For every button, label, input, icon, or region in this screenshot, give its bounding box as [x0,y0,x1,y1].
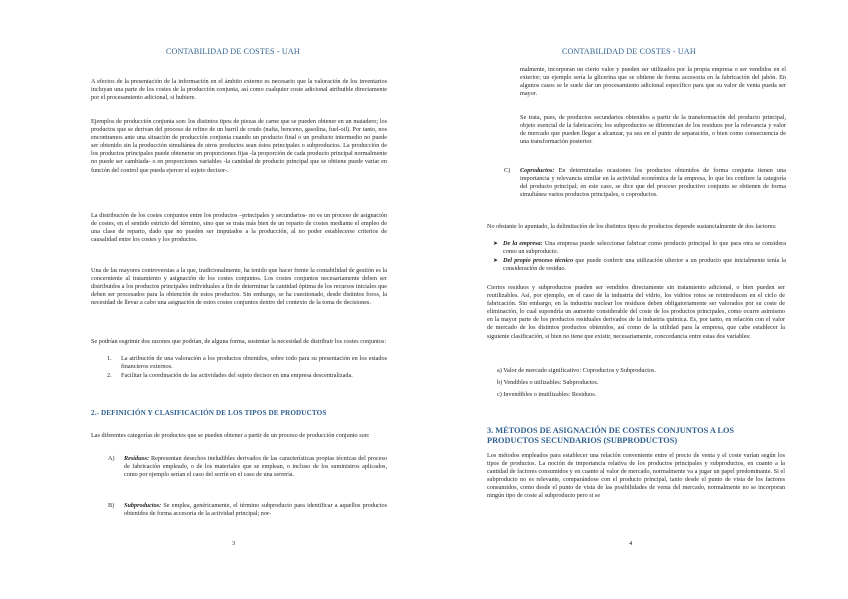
term: Subproductos: [124,502,162,509]
arrow-bullet-icon: ➤ [493,240,499,247]
item-residuos [124,455,387,479]
right-page [424,0,848,599]
paragraph: Se trata, pues, de productos secundarios obtenidos a partir de la transformación del producto principal, objeto esencial de la fabricación; los subproductos se diferencian de los residuos por la relevancia y valor de mercado que pueden llegar a alcanzar, ya sea en el punto de separación, o bien como consecuencia de una transformación posterior. [520,114,786,146]
paragraph: La distribución de los costes conjuntos entre los productos –principales y secundarios- no es un proceso de asignación de costes, en el sentido estricto del término, sino que se trata más bien de un reparto de costes mediante el empleo de una clase de reparto, dado que no pueden ser imputados a la producción, al no poder establecerse criterios de causalidad entre los costes y los productos. [91,212,387,244]
page-header: CONTABILIDAD DE COSTES - UAH [166,47,300,56]
paragraph: No obstante lo apuntado, la delimitación de los distintos tipos de productos depende sustancialmente de dos factores: [487,223,777,230]
paragraph: Las diferentes categorías de productos que se pueden obtener a partir de un proceso de producción conjunto son: [91,432,370,439]
term: Residuos: [124,455,150,462]
term-text: Se emplea, genéricamente, el término subproducto para identificar a aquellos productos obtenidos de forma accesoria de la actividad principal; nor- [124,502,387,518]
class-item: a) Valor de mercado significativo: Coproductos y Subproductos. [497,367,657,374]
factor-item [503,257,786,273]
list-number: 2. [107,372,112,379]
list-item: La atribución de una valoración a los productos obtenidos, sobre todo para su presentación en los estados financieros externos. [121,355,387,371]
list-item: Facilitar la coordinación de las actividades del sujeto decisor en una empresa descentralizada. [121,372,353,379]
paragraph: Ciertos residuos y subproductos pueden ser vendidos directamente sin tratamiento adicional, o bien pueden ser reutilizables. Así, por ejemplo, en el caso de la industria del vidrio, los vidrios rotos se reintroducen en el ciclo de fabricación. Sin embargo, en la industria nuclear los residuos deben obligatoriamente ser valorados por su coste de eliminación, lo cual supondría un aumento considerable del coste de los productos principales, como ocurre asimismo en la mayor parte de los productos residuales derivados de la industria química. Es, por tanto, en relación con el valor de mercado de los distintos productos obtenidos, así como de la utilidad para la empresa, que cabe establecer la siguiente clasificación, si bien no tiene que existir, necesariamente, concordancia entre estas dos variables: [487,284,785,340]
class-item: b) Vendibles o utilizables: Subproductos. [497,379,599,386]
section-heading: 3. MÉTODOS DE ASIGNACIÓN DE COSTES CONJUNTOS A LOS PRODUCTOS SECUNDARIOS (SUBPRODUCTOS) [487,426,735,445]
paragraph: malmente, incorporan un cierto valor y pueden ser utilizados por la propia empresa o ser vendidos en el exterior; un ejemplo sería la glicerina que se obtiene de forma accesoria en la fabricación del jabón. En algunos casos se le suele dar un procesamiento adicional específico para que su valor de venta pueda ser mayor. [520,66,786,98]
term-text: Representan desechos ineludibles derivados de las características propias técnicas del proceso de fabricación empleado, o de los materiales que se emplean, o incluso de los suministros aplicados, como por ejemplo serían el caso del serrín en el caso de una serrería. [124,455,387,479]
term-text: que puede conferir una utilización ulterior a un producto que inicialmente tenía la consideración de residuo. [503,257,786,273]
page-header: CONTABILIDAD DE COSTES - UAH [562,47,696,56]
term: Del propio proceso técnico [503,257,574,264]
item-label: B) [108,502,115,509]
item-label: C) [504,167,511,174]
term: Coproductos: [520,167,555,174]
arrow-bullet-icon: ➤ [493,257,499,264]
factor-item [503,240,786,256]
section-heading: 2.- DEFINICIÓN Y CLASIFICACIÓN DE LOS TIPOS DE PRODUCTOS [91,409,327,417]
item-label: A) [108,455,115,462]
paragraph: Los métodos empleados para establecer una relación conveniente entre el precio de venta y el coste varían según los tipos de productos. La noción de importancia relativa de los productos principales y subproductos, en cuanto a la cantidad de factores consumidos y en cuanto al valor de mercado, normalmente va a jugar un papel predominante. Si el subproducto no es relevante, comparándose con el producto principal, tanto desde el punto de vista de los factores consumidos, como desde el punto de vista de las posibilidades de venta del mercado, normalmente no se incorporan ningún tipo de coste al subproducto pero si se [487,452,785,500]
term-text: En determinadas ocasiones los productos obtenidos de forma conjunta tienen una importancia y relevancia similar en la actividad económica de la empresa, lo que les confiere la categoría del producto principal; en este caso, se dice que del proceso productivo conjunto se obtienen de forma simultánea varios productos principales, o coproductos. [520,167,786,199]
list-number: 1. [107,355,112,362]
page-number: 4 [629,540,633,547]
page-number: 3 [232,540,236,547]
paragraph: A efectos de la presentación de la información en el ámbito externo es necesario que la valoración de los inventarios incluyan una parte de los costes de la producción conjunta, así como cualquier coste adicional atribuible directamente por el procesamiento adicional, si hubiere. [91,78,387,102]
paragraph: Una de las mayores controversias a la que, tradicionalmente, ha tenido que hacer frente la contabilidad de gestión es la concerniente al tratamiento y asignación de los costes conjuntos. Los costes conjuntos necesariamente deben ser distribuidos a los productos principales individuales a fin de determinar la cantidad óptima de los recursos iniciales que deben ser procesados para la obtención de estos productos. Sin embargo, se ha cuestionado, desde distintos foros, la necesidad de llevar a cabo una asignación de estos costes conjuntos dentro del contexto de la toma de decisiones. [91,267,387,307]
term: De la empresa: [503,240,543,247]
term-text: Una empresa puede seleccionar fabricar como producto principal lo que para otra se considera como un subproducto. [503,240,786,256]
class-item: c) Invendibles o inutilizables: Residuos. [497,391,597,398]
item-coproductos [520,167,786,199]
paragraph: Se podrían esgrimir dos razones que podrían, de alguna forma, sustentar la necesidad de distribuir los costes conjuntos: [91,338,387,345]
paragraph: Ejemplos de producción conjunta son: los distintos tipos de piezas de carne que se pueden obtener en un matadero; los productos que se derivan del proceso de refino de un barril de crudo (nafta, benceno, gasolina, fuel-oil). Por tanto, nos encontramos ante una situación de producción conjunta cuando un producto final o un producto intermedio no puede ser obtenido sin la producción simultánea de otros productos sean éstos principales o subproductos. La producción de los productos principales puede obtenerse en proporciones fijas -la proporción de cada producto principal normalmente no puede ser cambiada- o en proporciones variables -la cantidad de producto principal que se obtiene puede variar en función del control que pueda ejercer el sujeto decisor-. [91,118,387,174]
item-subproductos [124,502,387,518]
